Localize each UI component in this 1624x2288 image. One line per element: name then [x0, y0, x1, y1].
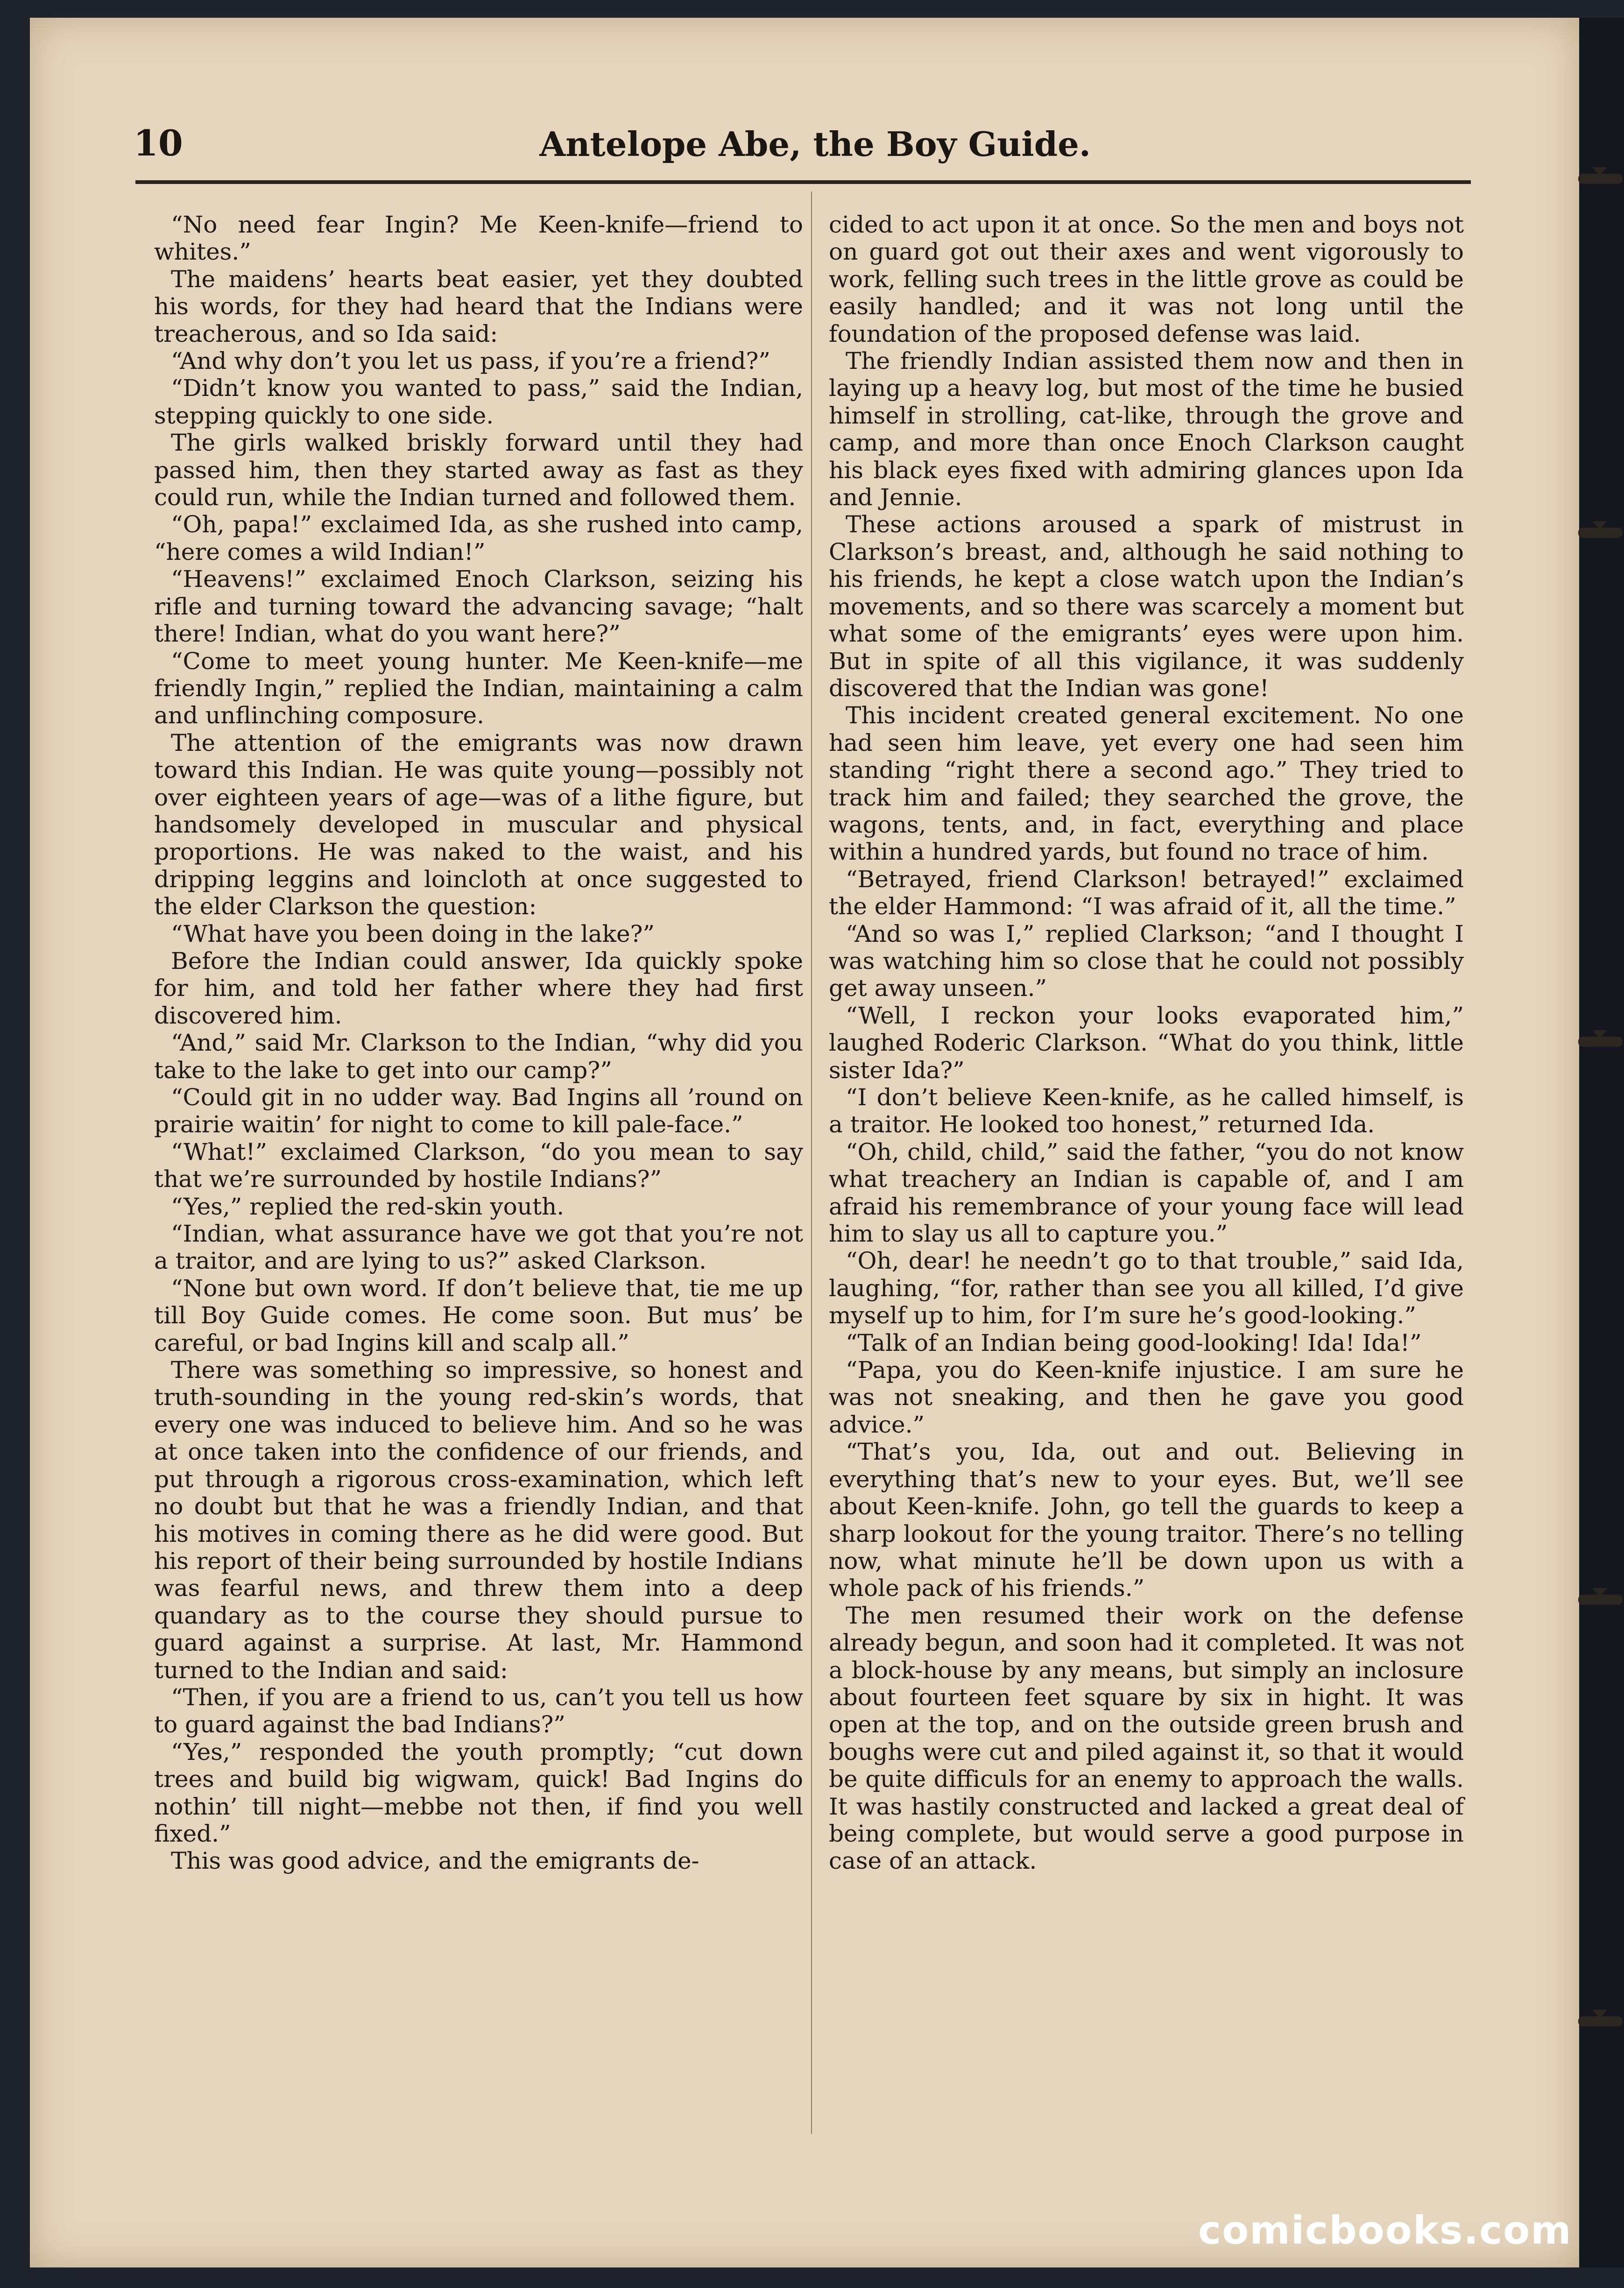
left-column [154, 211, 803, 1875]
staple-mark [1578, 1037, 1623, 1047]
column-divider [811, 191, 812, 2134]
paragraph: “What have you been doing in the lake?” [171, 920, 655, 947]
paragraph: The men resumed their work on the defense already begun, and soon had it completed. It was not a block-house by any means, but simply an inclosure about fourteen feet square by six in hight. It was open at the top, and on the outside green brush and boughs were cut and piled against it, so that it would be quite difficuls for an enemy to approach the walls. It was hastily constructed and lacked a great deal of being complete, but would serve a good purpose in case of an attack. [829, 1602, 1464, 1875]
right-column [829, 211, 1464, 1875]
paragraph: “That’s you, Ida, out and out. Believing in everything that’s new to your eyes. But, we’ll see about Keen-knife. John, go tell the guards to keep a sharp lookout for the young traitor. There’s no telling now, what minute he’ll be down upon us with a whole pack of his friends.” [829, 1438, 1464, 1602]
paragraph: “Could git in no udder way. Bad Ingins all ’round on prairie waitin’ for night to come to kill pale-face.” [154, 1084, 803, 1138]
paragraph: “And why don’t you let us pass, if you’re a friend?” [171, 347, 770, 375]
paragraph: “Oh, papa!” exclaimed Ida, as she rushed into camp, “here comes a wild Indian!” [154, 511, 803, 565]
paragraph: “None but own word. If don’t believe that, tie me up till Boy Guide comes. He come soon. But mus’ be careful, or bad Ingins kill and scalp all.” [154, 1274, 803, 1356]
staple-mark [1578, 528, 1623, 538]
page-spine [1579, 18, 1624, 2267]
paragraph: “Yes,” replied the red-skin youth. [171, 1193, 565, 1220]
paragraph: The attention of the emigrants was now drawn toward this Indian. He was quite young—possibly not over eighteen years of age—was of a lithe figure, but handsomely developed in muscular and physical proportions. He was naked to the waist, and his dripping leggins and loincloth at once suggested to the elder Clarkson the question: [154, 729, 803, 920]
paragraph: These actions aroused a spark of mistrust in Clarkson’s breast, and, although he said nothing to his friends, he kept a close watch upon the Indian’s movements, and so there was scarcely a moment but what some of the emigrants’ eyes were upon him. But in spite of all this vigilance, it was suddenly discovered that the Indian was gone! [829, 511, 1464, 702]
paragraph: This incident created general excitement. No one had seen him leave, yet every one had seen him standing “right there a second ago.” They tried to track him and failed; they searched the grove, the wagons, tents, and, in fact, everything and place within a hundred yards, but found no trace of him. [829, 702, 1464, 866]
paragraph: The maidens’ hearts beat easier, yet they doubted his words, for they had heard that the Indians were treacherous, and so Ida said: [154, 265, 803, 347]
paragraph: “And,” said Mr. Clarkson to the Indian, “why did you take to the lake to get into our camp?” [154, 1029, 803, 1084]
watermark: comicbooks.com [1198, 2208, 1572, 2253]
paragraph: “Oh, dear! he needn’t go to that trouble,” said Ida, laughing, “for, rather than see you all killed, I’d give myself up to him, for I’m sure he’s good-looking.” [829, 1247, 1464, 1329]
paragraph: “Heavens!” exclaimed Enoch Clarkson, seizing his rifle and turning toward the advancing savage; “halt there! Indian, what do you want here?” [154, 565, 803, 648]
staple-mark [1578, 2016, 1623, 2027]
paragraph: “And so was I,” replied Clarkson; “and I thought I was watching him so close that he could not possibly get away unseen.” [829, 920, 1464, 1002]
paragraph: “Then, if you are a friend to us, can’t you tell us how to guard against the bad Indians?” [154, 1683, 803, 1738]
paragraph: “Papa, you do Keen-knife injustice. I am sure he was not sneaking, and then he gave you good advice.” [829, 1356, 1464, 1438]
paragraph: “Talk of an Indian being good-looking! Ida! Ida!” [846, 1329, 1422, 1356]
paragraph: “Didn’t know you wanted to pass,” said the Indian, stepping quickly to one side. [154, 374, 803, 429]
staple-mark [1578, 1595, 1623, 1605]
paragraph: The friendly Indian assisted them now and then in laying up a heavy log, but most of the time he busied himself in strolling, cat-like, through the grove and camp, and more than once Enoch Clarkson caught his black eyes fixed with admiring glances upon Ida and Jennie. [829, 347, 1464, 511]
page-number: 10 [134, 122, 183, 164]
paragraph: “Yes,” responded the youth promptly; “cut down trees and build big wigwam, quick! Bad Ingins do nothin’ till night—mebbe not then, if find you well fixed.” [154, 1738, 803, 1847]
paragraph: This was good advice, and the emigrants de- [171, 1847, 699, 1875]
staple-mark [1578, 174, 1623, 184]
running-title: Antelope Abe, the Boy Guide. [539, 124, 1091, 164]
header-rule [135, 180, 1471, 184]
paragraph: “Betrayed, friend Clarkson! betrayed!” exclaimed the elder Hammond: “I was afraid of it, all the time.” [829, 865, 1464, 920]
paragraph: “I don’t believe Keen-knife, as he called himself, is a traitor. He looked too honest,” returned Ida. [829, 1084, 1464, 1138]
paragraph: There was something so impressive, so honest and truth-sounding in the young red-skin’s words, that every one was induced to believe him. And so he was at once taken into the confidence of our friends, and put through a rigorous cross-examination, which left no doubt but that he was a friendly Indian, and that his motives in coming there as he did were good. But his report of their being surrounded by hostile Indians was fearful news, and threw them into a deep quandary as to the course they should pursue to guard against a surprise. At last, Mr. Hammond turned to the Indian and said: [154, 1356, 803, 1684]
paragraph: Before the Indian could answer, Ida quickly spoke for him, and told her father where they had first discovered him. [154, 947, 803, 1029]
paragraph: “Oh, child, child,” said the father, “you do not know what treachery an Indian is capable of, and I am afraid his remembrance of your young face will lead him to slay us all to capture you.” [829, 1138, 1464, 1248]
paragraph: cided to act upon it at once. So the men and boys not on guard got out their axes and went vigorously to work, felling such trees in the little grove as could be easily handled; and it was not long until the foundation of the proposed defense was laid. [829, 211, 1464, 347]
paragraph: “No need fear Ingin? Me Keen-knife—friend to whites.” [154, 211, 803, 266]
paragraph: “Indian, what assurance have we got that you’re not a traitor, and are lying to us?” asked Clarkson. [154, 1220, 803, 1275]
paragraph: “Come to meet young hunter. Me Keen-knife—me friendly Ingin,” replied the Indian, maintaining a calm and unflinching composure. [154, 647, 803, 729]
paragraph: “Well, I reckon your looks evaporated him,” laughed Roderic Clarkson. “What do you think, little sister Ida?” [829, 1002, 1464, 1084]
paragraph: “What!” exclaimed Clarkson, “do you mean to say that we’re surrounded by hostile Indians?” [154, 1138, 803, 1193]
paragraph: The girls walked briskly forward until they had passed him, then they started away as fast as they could run, while the Indian turned and followed them. [154, 429, 803, 511]
